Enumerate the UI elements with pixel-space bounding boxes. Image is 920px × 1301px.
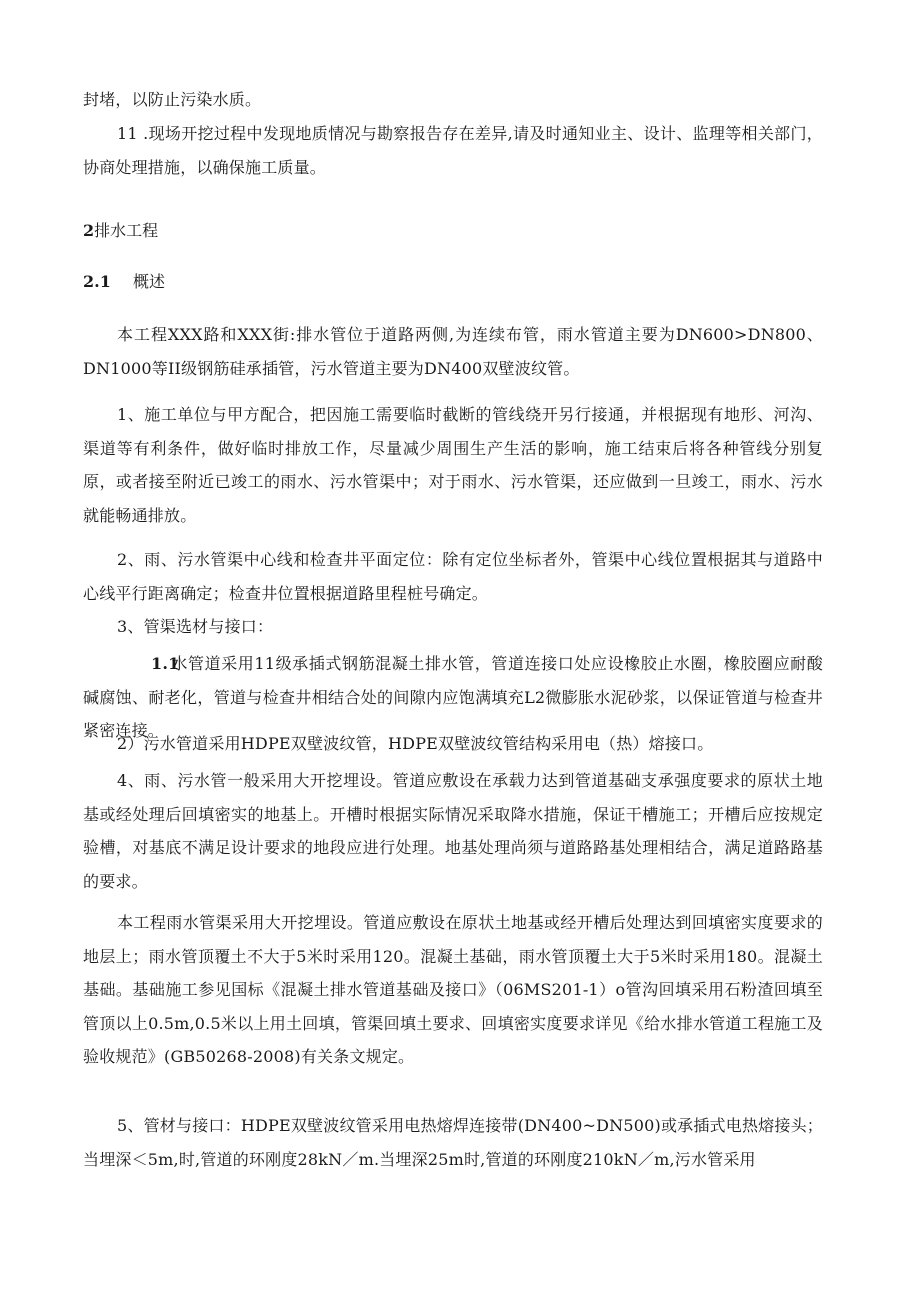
paragraph-item-2-sub: 2）污水管道采用HDPE双壁波纹管，HDPE双壁波纹管结构采用电（热）熔接口。 — [117, 734, 714, 753]
paragraph-rain-pipe: 本工程雨水管渠采用大开挖埋设。管道应敷设在原状土地基或经开槽后处理达到回填密实度要求的地层上；雨水管顶覆土不大于5米时采用120。混凝土基础，雨水管顶覆土大于5米时采用180。混凝土基础。基础施工参见国标《混凝土排水管道基础及接口》（06MS201-1）o管沟回填采用石粉渣回填至管顶以上0.5m,0.5米以上用土回填，管渠回填土要求、回填密实度要求详见《给水排水管道工程施工及验收规范》(GB50268-2008)有关条文规定。 — [83, 913, 823, 1066]
paragraph-item-4: 4、雨、污水管一般采用大开挖埋设。管道应敷设在承载力达到管道基础支承强度要求的原状土地基或经处理后回填密实的地基上。开槽时根据实际情况采取降水措施，保证干槽施工；开槽后应按规定验槽，对基底不满足设计要求的地段应进行处理。地基处理尚须与道路路基处理相结合，满足道路路基的要求。 — [83, 771, 823, 891]
section-heading — [83, 219, 158, 243]
section-title: 排水工程 — [94, 221, 159, 240]
paragraph-item-3: 3、管渠选材与接口： — [117, 617, 274, 636]
paragraph-item-1: 1、施工单位与甲方配合，把因施工需要临时截断的管线绕开另行接通，并根据现有地形、河沟、渠道等有利条件，做好临时排放工作，尽量减少周围生产生活的影响，施工结束后将各种管线分别复原，或者接至附近已竣工的雨水、污水管渠中；对于雨水、污水管渠，还应做到一旦竣工，雨水、污水就能畅通排放。 — [83, 405, 823, 525]
subsection-heading — [83, 270, 165, 294]
paragraph-number: 1.1 — [151, 654, 180, 673]
paragraph-item-11: 11 .现场开挖过程中发现地质情况与勘察报告存在差异,请及时通知业主、设计、监理等相关部门，协商处理措施，以确保施工质量。 — [83, 124, 823, 177]
paragraph-item-5: 5、管材与接口：HDPE双壁波纹管采用电热熔焊连接带(DN400~DN500)或承插式电热熔接头；当埋深＜5m,时,管道的环刚度28kN／m.当埋深25m时,管道的环刚度210kN／m,污水管采用 — [83, 1116, 823, 1169]
subsection-number: 2.1 — [83, 272, 111, 291]
subsection-title: 概述 — [133, 272, 166, 291]
paragraph-item-2: 2、雨、污水管渠中心线和检查井平面定位：除有定位坐标者外，管渠中心线位置根据其与道路中心线平行距离确定；检查井位置根据道路里程桩号确定。 — [83, 550, 823, 603]
paragraph-overview: 本工程XXX路和XXX街:排水管位于道路两侧,为连续布管，雨水管道主要为DN600>DN800、DN1000等II级钢筋硅承插管，污水管道主要为DN400双壁波纹管。 — [83, 325, 823, 378]
paragraph-text: 水管道采用11级承插式钢筋混凝土排水管，管道连接口处应设橡胶止水圈，橡胶圈应耐酸碱腐蚀、耐老化，管道与检查井相结合处的间隙内应饱满填充L2微膨胀水泥砂浆，以保证管道与检查井紧密连接。 — [83, 654, 823, 740]
paragraph-continuation: 封堵，以防止污染水质。 — [83, 90, 262, 109]
section-number: 2 — [83, 221, 95, 240]
